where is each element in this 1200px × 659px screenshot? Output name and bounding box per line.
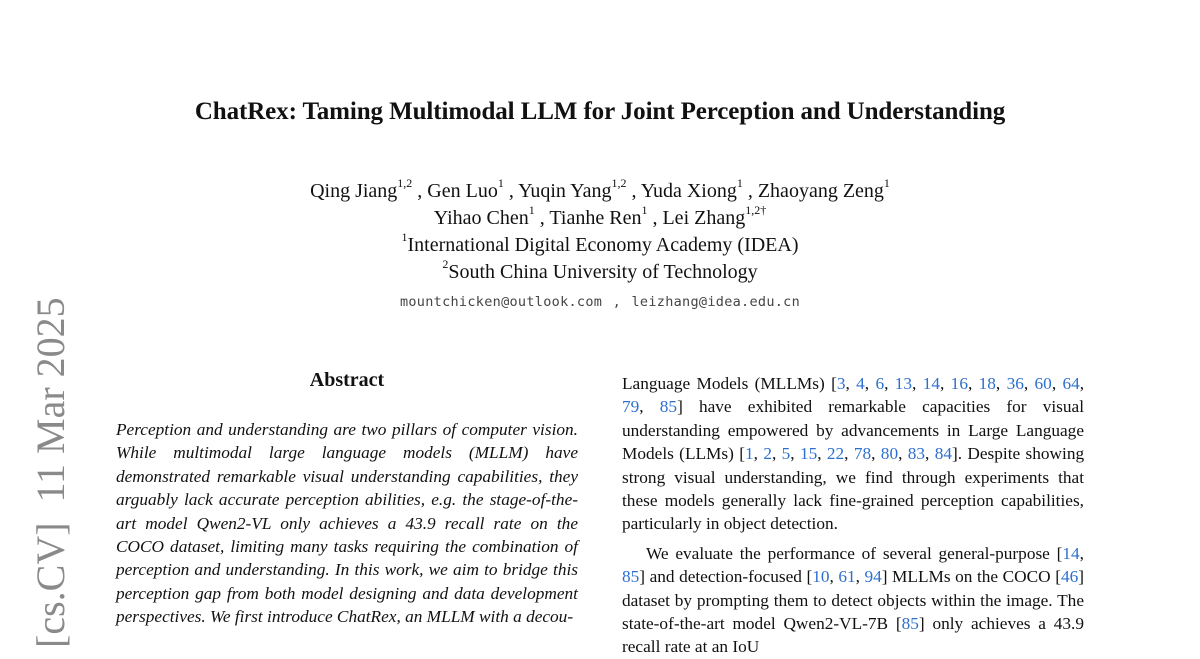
citation-link[interactable]: 84 (934, 444, 952, 464)
body-text: , (845, 374, 857, 393)
body-text: ] only achieves a 43.9 recall rate at an IoU (622, 614, 1084, 657)
author-name: Yihao Chen (433, 207, 529, 229)
body-text: , (771, 444, 782, 464)
body-text: ] dataset by prompting them to detect objects within the image. The state-of-the-art model Qwen2-VL-7B [ (622, 567, 1084, 634)
citation-link[interactable]: 5 (781, 444, 791, 464)
citation-link[interactable]: 15 (799, 444, 818, 464)
citation-link[interactable]: 36 (1006, 374, 1024, 393)
author-separator: , (626, 180, 641, 202)
body-text: , (1079, 374, 1085, 393)
author-affiliation-marker: 1,2 (611, 176, 627, 191)
body-text: , (864, 374, 876, 393)
body-text: , (898, 444, 908, 464)
body-text: ] have exhibited remarkable capacities for visual understanding empowered by advancements in Large Language Models (LLMs) [ (622, 397, 1085, 464)
author-block (0, 178, 1200, 286)
citation-link[interactable]: 85 (659, 397, 678, 417)
author-name: Qing Jiang (310, 180, 398, 202)
author-name: Tianhe Ren (549, 207, 642, 229)
citation-link[interactable]: 60 (1034, 374, 1052, 393)
citation-link[interactable]: 22 (826, 444, 845, 464)
citation-link[interactable]: 16 (950, 374, 968, 393)
body-text: ]. Despite showing strong visual understanding, we find through experiments that these models generally lack fine-grained perception capabilities, particularly in object detection. (622, 444, 1085, 534)
author-separator: , (647, 207, 663, 229)
body-text: , (639, 397, 660, 417)
author-name: Yuqin Yang (518, 180, 612, 202)
author-separator: , (742, 180, 758, 202)
body-text: ] MLLMs on the COCO [ (881, 567, 1061, 587)
citation-link[interactable]: 13 (894, 374, 913, 393)
citation-link[interactable]: 85 (622, 567, 640, 587)
body-text: , (1023, 374, 1035, 393)
citation-link[interactable]: 1 (745, 444, 754, 464)
author-affiliation-marker: 1 (497, 176, 504, 191)
body-text: , (790, 444, 800, 464)
citation-link[interactable]: 78 (853, 444, 872, 464)
citation-link[interactable]: 6 (875, 374, 885, 393)
citation-link[interactable]: 83 (907, 444, 926, 464)
body-text: , (753, 444, 764, 464)
body-text: ] and detection-focused [ (639, 567, 813, 587)
author-affiliation-marker: 1 (528, 203, 535, 218)
author-affiliation-marker: 1 (736, 176, 743, 191)
citation-link[interactable]: 18 (978, 374, 996, 393)
abstract-text (116, 418, 578, 629)
author-affiliation-marker: 1,2† (745, 203, 767, 218)
body-text: , (844, 444, 854, 464)
intro-paragraph-1 (622, 372, 1084, 536)
abstract-heading: Abstract (309, 369, 385, 391)
body-text: , (817, 444, 827, 464)
citation-link[interactable]: 64 (1062, 374, 1080, 393)
body-text: , (1051, 374, 1063, 393)
body-text: , (995, 374, 1007, 393)
paper-title: ChatRex: Taming Multimodal LLM for Joint Perception and Understanding (194, 98, 1006, 125)
author-separator: , (412, 180, 428, 202)
citation-link[interactable]: 14 (922, 374, 940, 393)
body-text: , (940, 374, 951, 393)
author-name: Yuda Xiong (640, 180, 737, 202)
citation-link[interactable]: 10 (812, 567, 830, 587)
body-text: , (855, 567, 865, 587)
affiliation-marker: 2 (442, 257, 449, 272)
authors-line-2 (0, 205, 1200, 232)
citation-link[interactable]: 79 (622, 397, 640, 417)
author-name: Lei Zhang (662, 207, 746, 229)
affiliation-2 (0, 259, 1200, 286)
abstract-paragraph: Perception and understanding are two pillars of computer vision. While multimodal large language models (MLLM) have demonstrated remarkable visual understanding capabilities, they arguably lack accurate perception abilities, e.g. the stage-of-the-art model Qwen2-VL only achieves a 43.9 recall rate on the COCO dataset, limiting many tasks requiring the combination of perception and understanding. In this work, we aim to bridge this perception gap from both model designing and data development perspectives. We first introduce ChatRex, an MLLM with a decou- (116, 420, 578, 627)
intro-paragraph-2 (622, 542, 1084, 659)
citation-link[interactable]: 80 (880, 444, 899, 464)
author-name: Gen Luo (427, 180, 498, 202)
body-text: , (829, 567, 839, 587)
affiliation-name: International Digital Economy Academy (IDEA) (407, 234, 799, 256)
citation-link[interactable]: 85 (901, 614, 919, 634)
authors-line-1 (0, 178, 1200, 205)
body-text: Language Models (MLLMs) [ (622, 374, 837, 393)
arxiv-stamp: [cs.CV] 11 Mar 2025 (28, 297, 73, 648)
intro-column (622, 372, 1084, 659)
body-text: , (912, 374, 923, 393)
citation-link[interactable]: 3 (836, 374, 846, 393)
author-separator: , (503, 180, 519, 202)
body-text: , (967, 374, 979, 393)
body-text: , (925, 444, 935, 464)
affiliation-marker: 1 (401, 230, 408, 245)
contact-emails: mountchicken@outlook.com , leizhang@idea.edu.cn (399, 294, 801, 310)
citation-link[interactable]: 14 (1062, 543, 1080, 563)
author-affiliation-marker: 1 (641, 203, 648, 218)
citation-link[interactable]: 2 (763, 444, 772, 464)
affiliation-1 (0, 232, 1200, 259)
body-text: , (1079, 543, 1084, 563)
author-name: Zhaoyang Zeng (757, 180, 884, 202)
author-separator: , (534, 207, 550, 229)
citation-link[interactable]: 46 (1060, 567, 1079, 587)
body-text: , (871, 444, 881, 464)
body-text: , (884, 374, 895, 393)
author-affiliation-marker: 1 (883, 176, 890, 191)
citation-link[interactable]: 94 (864, 567, 882, 587)
author-affiliation-marker: 1,2 (397, 176, 413, 191)
citation-link[interactable]: 4 (856, 374, 865, 393)
affiliation-name: South China University of Technology (448, 261, 758, 283)
body-text: We evaluate the performance of several general-purpose [ (646, 543, 1063, 563)
citation-link[interactable]: 61 (838, 567, 856, 587)
